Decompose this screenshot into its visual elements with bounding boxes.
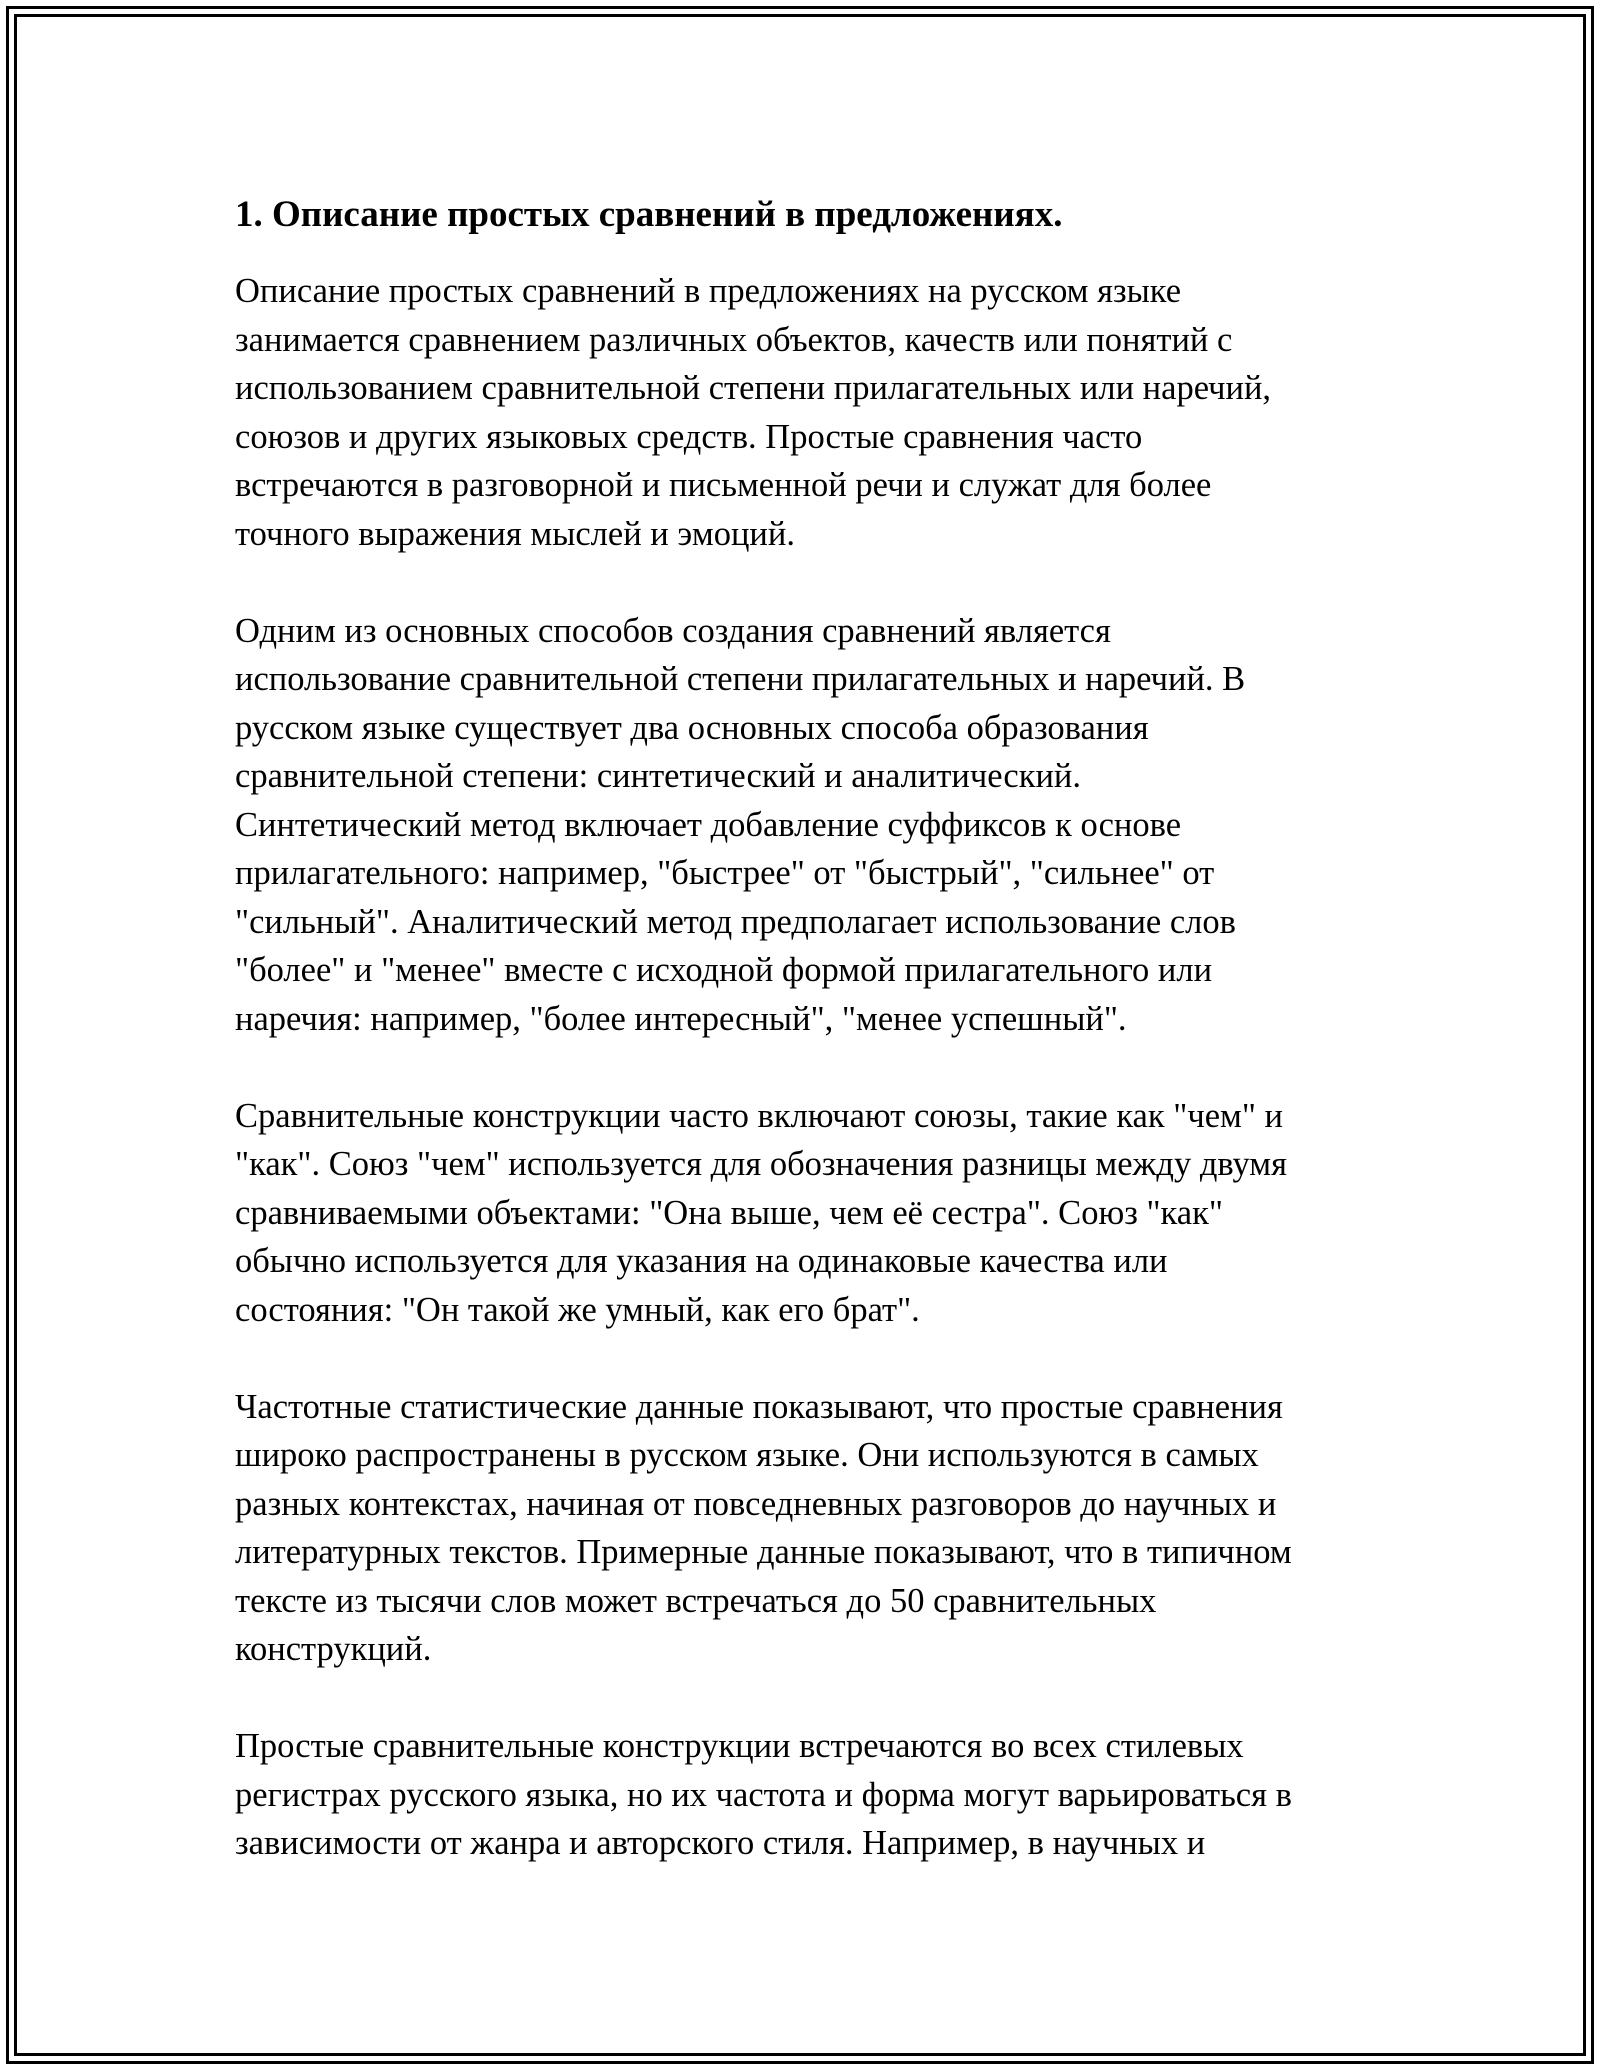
paragraph-1 — [235, 267, 1400, 558]
document-page — [235, 186, 1400, 1868]
text-line: зависимости от жанра и авторского стиля. Например, в научных и — [235, 1824, 1206, 1862]
text-line: Синтетический метод включает добавление суффиксов к основе — [235, 805, 1182, 844]
text-line: регистрах русского языка, но их частота и форма могут варьироваться в — [235, 1775, 1292, 1814]
text-line: обычно используется для указания на одинаковые качества или — [235, 1242, 1168, 1280]
text-line: Простые сравнительные конструкции встречаются во всех стилевых — [235, 1727, 1244, 1765]
text-line: Сравнительные конструкции часто включают союзы, такие как "чем" и — [235, 1096, 1284, 1135]
text-line: разных контекстах, начиная от повседневных разговоров до научных и — [235, 1484, 1277, 1523]
text-line: широко распространены в русском языке. Они используются в самых — [235, 1436, 1259, 1474]
text-line: конструкций. — [235, 1630, 432, 1668]
text-line: Частотные статистические данные показывают, что простые сравнения — [235, 1387, 1283, 1426]
text-line: "сильный". Аналитический метод предполагает использование слов — [235, 902, 1236, 941]
text-line: использованием сравнительной степени прилагательных или наречий, — [235, 369, 1272, 407]
text-line: "более" и "менее" вместе с исходной формой прилагательного или — [235, 951, 1213, 989]
section-heading: 1. Описание простых сравнений в предложениях. — [235, 194, 1063, 235]
text-line: "как". Союз "чем" используется для обозначения разницы между двумя — [235, 1145, 1287, 1183]
text-line: использование сравнительной степени прилагательных и наречий. В — [235, 660, 1246, 698]
text-line: сравнительной степени: синтетический и аналитический. — [235, 757, 1082, 795]
paragraph-4 — [235, 1383, 1400, 1674]
text-line: встречаются в разговорной и письменной речи и служат для более — [235, 466, 1212, 504]
paragraph-5 — [235, 1722, 1400, 1868]
text-line: русском языке существует два основных способа образования — [235, 708, 1149, 747]
text-line: состояния: "Он такой же умный, как его брат". — [235, 1290, 920, 1329]
text-line: союзов и других языковых средств. Простые сравнения часто — [235, 417, 1143, 456]
text-line: сравниваемыми объектами: "Она выше, чем её сестра". Союз "как" — [235, 1193, 1223, 1232]
text-line: занимается сравнением различных объектов, качеств или понятий с — [235, 320, 1233, 359]
paragraph-2 — [235, 607, 1400, 1044]
text-line: наречия: например, "более интересный", "менее успешный". — [235, 999, 1127, 1038]
text-line: литературных текстов. Примерные данные показывают, что в типичном — [235, 1533, 1292, 1571]
text-line: Одним из основных способов создания сравнений является — [235, 611, 1111, 650]
text-line: точного выражения мыслей и эмоций. — [235, 514, 795, 553]
text-line: прилагательного: например, "быстрее" от "быстрый", "сильнее" от — [235, 854, 1215, 892]
text-line: Описание простых сравнений в предложениях на русском языке — [235, 272, 1182, 310]
text-line: тексте из тысячи слов может встречаться до 50 сравнительных — [235, 1581, 1157, 1620]
paragraph-3 — [235, 1092, 1400, 1335]
